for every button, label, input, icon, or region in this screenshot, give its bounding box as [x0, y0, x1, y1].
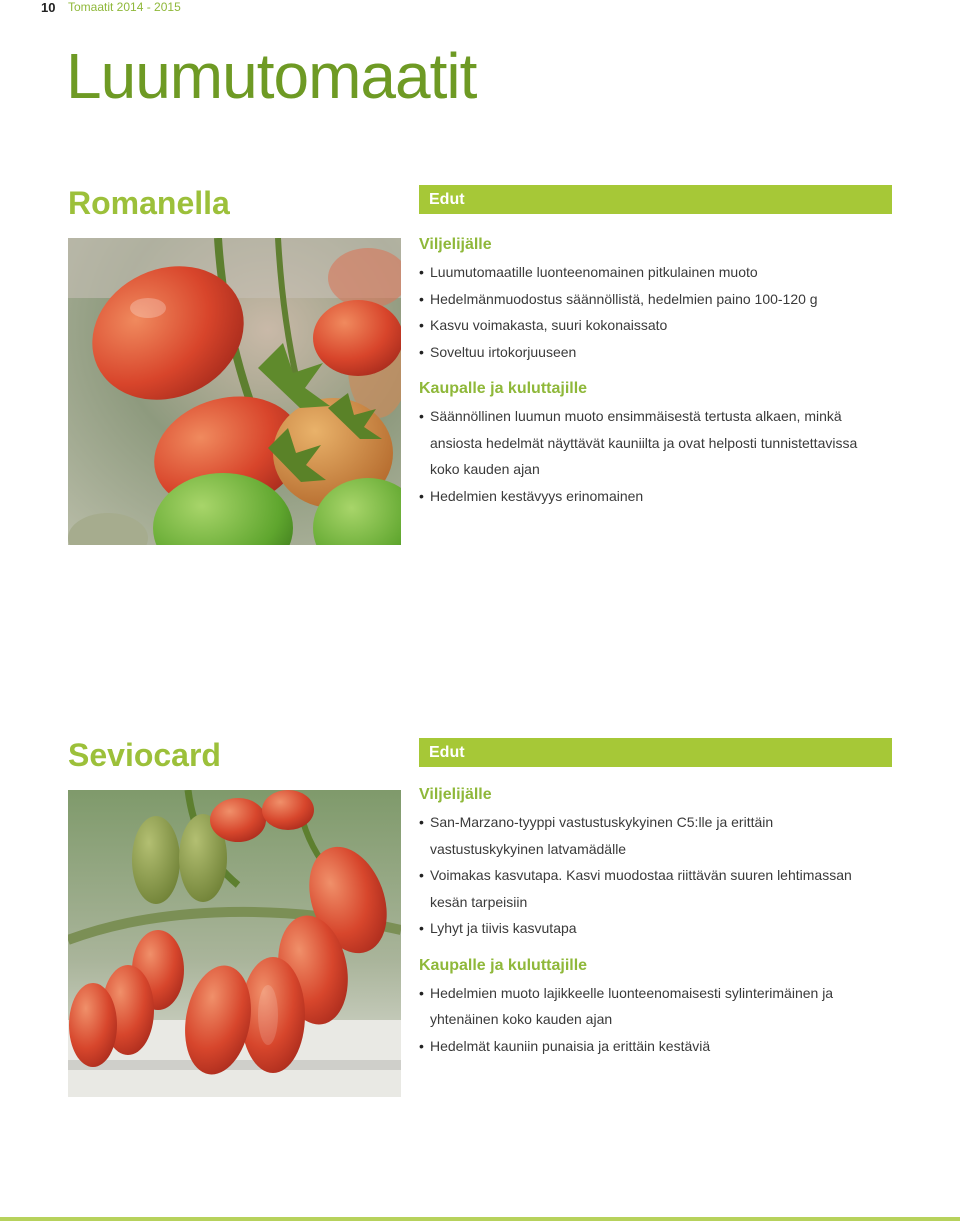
trade-heading: Kaupalle ja kuluttajille [419, 956, 588, 974]
page-title: Luumutomaatit [66, 40, 477, 112]
list-item: • Hedelmänmuodostus säännöllistä, hedelmien paino 100-120 g [419, 286, 899, 313]
list-item: • Lyhyt ja tiivis kasvutapa [419, 915, 899, 942]
list-item: • Hedelmien kestävyys erinomainen [419, 483, 899, 510]
page-number: 10 [41, 0, 56, 15]
trade-list [419, 980, 899, 1060]
list-item: • Säännöllinen luumun muoto ensimmäisestä tertusta alkaen, minkä ansiosta hedelmät näyttävät kauniilta ja ovat helposti tunnistettavissa koko kauden ajan [419, 403, 878, 483]
seviocard-tomato-photo [68, 790, 401, 1097]
romanella-benefits [419, 231, 899, 519]
benefits-bar-romanella: Edut [419, 185, 892, 214]
list-item: • Hedelmien muoto lajikkeelle luonteenomaisesti sylinterimäinen ja yhtenäinen koko kauden ajan [419, 980, 850, 1033]
list-item: • Soveltuu irtokorjuuseen [419, 339, 899, 366]
running-title: Tomaatit 2014 - 2015 [68, 0, 181, 14]
list-item: • San-Marzano-tyyppi vastustuskykyinen C5:lle ja erittäin vastustuskykyinen latvamädälle [419, 809, 790, 862]
growers-heading: Viljelijälle [419, 236, 492, 253]
seviocard-benefits [419, 781, 899, 1069]
list-item: • Luumutomaatille luonteenomainen pitkulainen muoto [419, 259, 899, 286]
trade-list [419, 403, 899, 509]
bottom-rule [0, 1217, 960, 1221]
trade-heading: Kaupalle ja kuluttajille [419, 380, 588, 397]
growers-list [419, 809, 899, 942]
list-item: • Hedelmät kauniin punaisia ja erittäin kestäviä [419, 1033, 899, 1060]
growers-heading: Viljelijälle [419, 786, 492, 803]
benefits-bar-seviocard: Edut [419, 738, 892, 767]
list-item: • Kasvu voimakasta, suuri kokonaissato [419, 312, 899, 339]
variety-name-romanella: Romanella [68, 185, 230, 221]
variety-name-seviocard: Seviocard [68, 737, 221, 773]
list-item: • Voimakas kasvutapa. Kasvi muodostaa riittävän suuren lehtimassan kesän tarpeisiin [419, 862, 870, 915]
growers-list [419, 259, 899, 365]
romanella-tomato-photo [68, 238, 401, 545]
